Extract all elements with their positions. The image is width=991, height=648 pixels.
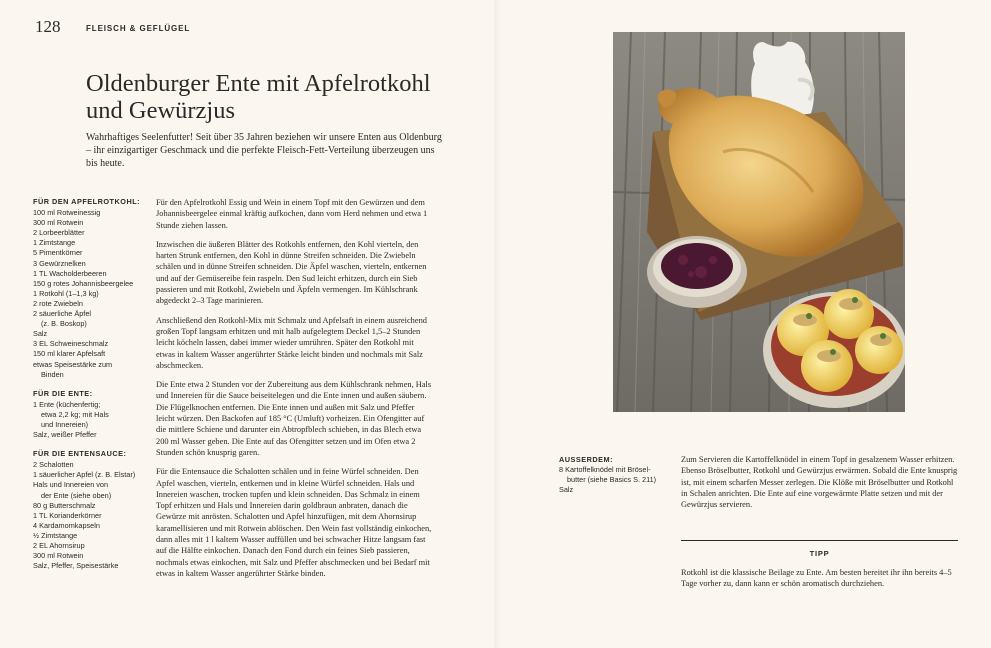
tip-heading: TIPP <box>809 549 830 558</box>
ausserdem-item: Salz <box>559 485 574 495</box>
ingredient-item: 2 säuerliche Äpfel <box>33 309 92 319</box>
ingredient-item: 3 Gewürznelken <box>33 258 86 268</box>
ingredient-item: 1 säuerlicher Apfel (z. B. Elstar) <box>33 470 136 480</box>
ingredient-item: ½ Zimtstange <box>33 530 78 540</box>
ingredient-item: (z. B. Boskop) <box>41 319 87 329</box>
ingredient-item: Salz <box>33 329 48 339</box>
ingredient-item: 300 ml Rotwein <box>33 218 84 228</box>
ingredient-group <box>33 389 149 440</box>
ingredient-item: 4 Kardamomkapseln <box>33 520 100 530</box>
ingredient-group-heading: FÜR DIE ENTE: <box>33 388 93 398</box>
ingredient-item: Hals und Innereien von <box>33 480 109 490</box>
tip-text: Rotkohl ist die klassische Beilage zu Ente. Am besten bereitet ihr ihn bereits 4–5 Tage vorher zu, dann kann er schön aromatisch durchziehen. <box>681 568 952 589</box>
ingredient-item: der Ente (siehe oben) <box>41 490 112 500</box>
ingredient-group-heading: FÜR DIE ENTENSAUCE: <box>33 449 127 459</box>
ausserdem-block <box>559 455 667 495</box>
method-step: Die Ente etwa 2 Stunden vor der Zubereitung aus dem Kühlschrank nehmen, Hals und Innereien für die Sauce beiseitelegen und die Ente innen und außen säubern. Die Flügelknochen entfernen. Die Ente innen und außen mit Salz und Pfeffer leicht würzen. Den Backofen auf 185 °C (Umluft) vorheizen. Ein Ofengitter auf die mittlere Schiene und darunter ein Abtropfblech schieben, in das Blech etwa 200 ml Wasser geben. Die Ente auf das Ofengitter setzen und im Ofen etwa 2 Stunden schön knusprig garen. <box>156 380 432 457</box>
ingredient-item: 80 g Butterschmalz <box>33 500 96 510</box>
ingredient-item: 2 Schalotten <box>33 460 74 470</box>
ingredient-item: und Innereien) <box>41 419 89 429</box>
ingredient-item: 1 Zimtstange <box>33 238 76 248</box>
ausserdem-heading: AUSSERDEM: <box>559 455 614 464</box>
ingredient-item: 1 TL Wacholderbeeren <box>33 268 107 278</box>
ingredient-item: 2 EL Ahornsirup <box>33 541 85 550</box>
method-steps <box>156 197 432 587</box>
recipe-title: Oldenburger Ente mit Apfelrotkohl und Gewürzjus <box>86 70 431 124</box>
book-gutter <box>494 0 500 648</box>
method-step: Inzwischen die äußeren Blätter des Rotkohls entfernen, den Kohl vierteln, den harten Strunk entfernen, den Kohl in dünne Streifen schneiden. Die Zwiebeln schälen und in dünne Streifen schneiden. Die Äpfel waschen, vierteln, entkernen und auf der Gemüsereibe fein raspeln. Den Sud leicht erhitzen, durch ein Sieb passieren und mit Rotkohl, Zwiebeln und Äpfeln vermengen. Im Kühlschrank abgedeckt 2–3 Tage marinieren. <box>156 239 427 306</box>
ingredient-item: etwa 2,2 kg; mit Hals <box>41 409 109 419</box>
ingredient-item: 150 ml klarer Apfelsaft <box>33 349 106 359</box>
method-step: Anschließend den Rotkohl-Mix mit Schmalz und Apfelsaft in einem ausreichend großen Topf langsam erhitzen und mit halb aufgelegtem Deckel 1,5–2 Stunden leicht köcheln lassen, dabei immer wieder umrühren. Später den Rotkohl mit etwas in kaltem Wasser angerührter Stärke leicht binden und nochmals mit Salz abschmecken. <box>156 315 427 370</box>
method-step: Für die Entensauce die Schalotten schälen und in feine Würfel schneiden. Den Apfel waschen, vierteln, entkernen und in kleine Würfel schneiden. Hals und Innereien waschen, trocken tupfen und klein schneiden. Das Schmalz in einem Topf erhitzen und Hals und Innereien darin goldbraun anbraten, danach die Gewürze mit anrösten. Schalotten und Apfel hinzufügen, mit dem Ahornsirup karamellisieren und mit Rotwein ablöschen. Den Wein fast vollständig einkochen, dann alles mit 1 l kaltem Wasser auffüllen und bei schwacher Hitze langsam fast auf die Hälfte einkochen. Danach den Fond durch ein feines Sieb passieren, nochmals etwas einkochen, mit Salz und Pfeffer abschmecken und bei Bedarf mit etwas in kaltem Wasser angerührter Stärke binden. <box>156 467 432 578</box>
ingredient-item: 2 Lorbeerblätter <box>33 228 85 238</box>
ingredient-item: Salz, weißer Pfeffer <box>33 430 97 440</box>
recipe-intro: Wahrhaftiges Seelenfutter! Seit über 35 Jahren beziehen wir unsere Enten aus Oldenburg – ihr einzigartiger Geschmack und die perfekte Fleisch-Fett-Verteilung überzeugen uns bis heute. <box>86 132 442 169</box>
section-label: FLEISCH & GEFLÜGEL <box>86 24 191 33</box>
ingredient-group <box>33 197 149 380</box>
ingredient-item: 5 Pimentkörner <box>33 248 83 258</box>
ingredient-item: Salz, Pfeffer, Speisestärke <box>33 561 119 571</box>
ingredient-item: 1 TL Korianderkörner <box>33 510 102 520</box>
ingredient-item: etwas Speisestärke zum <box>33 359 113 369</box>
serving-text: Zum Servieren die Kartoffelknödel in einem Topf in gesalzenem Wasser erhitzen. Ebenso Bröselbutter, Rotkohl und Gewürzjus erwärmen. Sobald die Ente knusprig ist, mit einem scharfen Messer zerlegen. Die Klöße mit Bröselbutter und Rotkohl in Schalen anrichten. Die Ente auf eine vorgewärmte Platte setzen und mit der Gewürzjus servieren. <box>681 455 958 510</box>
method-step: Für den Apfelrotkohl Essig und Wein in einem Topf mit den Gewürzen und dem Johannisbeergelee einmal kräftig aufkochen, dann vom Herd nehmen und etwa 1 Stunde ziehen lassen. <box>156 198 428 230</box>
page-number: 128 <box>35 17 61 36</box>
ingredient-item: 1 Ente (küchenfertig; <box>33 399 101 409</box>
ingredient-item: 3 EL Schweineschmalz <box>33 339 109 349</box>
tip-divider <box>681 540 958 541</box>
roast-duck-photo <box>613 32 905 412</box>
ingredient-group <box>33 449 149 571</box>
ingredient-item: 2 rote Zwiebeln <box>33 298 83 308</box>
ingredient-item: 300 ml Rotwein <box>33 551 84 561</box>
ingredient-item: 150 g rotes Johannisbeergelee <box>33 278 134 288</box>
ausserdem-item: 8 Kartoffelknödel mit Brösel- <box>559 465 651 475</box>
ingredient-group-heading: FÜR DEN APFELROTKOHL: <box>33 197 141 206</box>
ingredient-item: Binden <box>41 369 64 379</box>
roast-duck-photo-icon <box>613 32 905 412</box>
ingredients-column <box>33 197 149 580</box>
ausserdem-item-cont: butter (siehe Basics S. 211) <box>567 475 657 485</box>
ingredient-item: 100 ml Rotweinessig <box>33 208 101 218</box>
ingredient-item: 1 Rotkohl (1–1,3 kg) <box>33 288 99 298</box>
